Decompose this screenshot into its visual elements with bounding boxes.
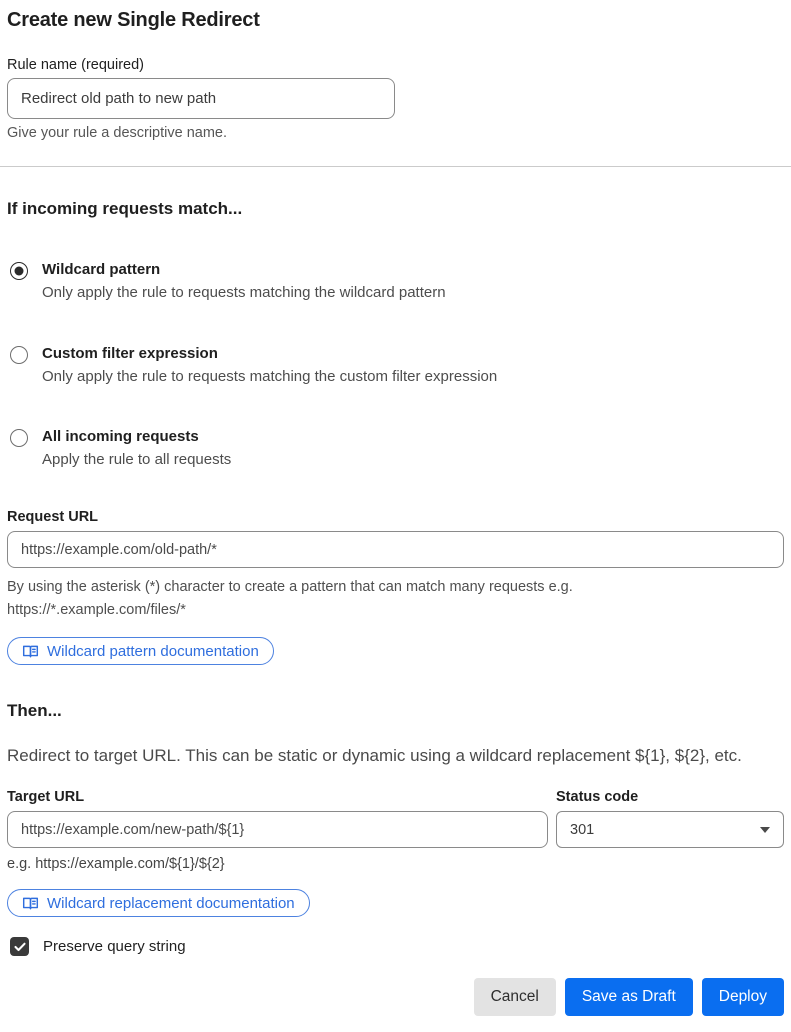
- book-icon: [22, 644, 39, 659]
- preserve-query-row[interactable]: [7, 937, 784, 956]
- wildcard-pattern-docs-label: Wildcard pattern documentation: [47, 642, 259, 660]
- chevron-down-icon: [760, 827, 770, 833]
- radio-option-custom-filter[interactable]: [7, 344, 784, 387]
- request-url-input[interactable]: [7, 531, 784, 568]
- status-code-select[interactable]: [556, 811, 784, 848]
- check-icon: [14, 942, 26, 952]
- radio-custom-filter-label: Custom filter expression: [42, 345, 218, 362]
- radio-option-wildcard-pattern[interactable]: [7, 260, 784, 303]
- then-section-description: Redirect to target URL. This can be static or dynamic using a wildcard replacement ${1}, ${2}, etc.: [7, 746, 742, 765]
- target-url-label: Target URL: [7, 789, 85, 805]
- target-url-help: e.g. https://example.com/${1}/${2}: [7, 856, 225, 872]
- radio-all-requests-label: All incoming requests: [42, 428, 199, 445]
- radio-custom-filter-desc: Only apply the rule to requests matching the custom filter expression: [42, 368, 498, 385]
- preserve-query-checkbox[interactable]: [10, 937, 29, 956]
- wildcard-replacement-docs-label: Wildcard replacement documentation: [47, 894, 295, 912]
- radio-wildcard-pattern-label: Wildcard pattern: [42, 261, 161, 278]
- request-url-label: Request URL: [7, 509, 99, 525]
- status-code-label: Status code: [556, 789, 639, 805]
- radio-wildcard-pattern-desc: Only apply the rule to requests matching the wildcard pattern: [42, 284, 446, 301]
- match-section-heading: If incoming requests match...: [7, 199, 243, 218]
- rule-name-label: Rule name (required): [7, 57, 145, 73]
- form-actions: [7, 978, 784, 1016]
- target-url-input[interactable]: [7, 811, 548, 848]
- radio-custom-filter[interactable]: [10, 346, 28, 364]
- status-code-value: 301: [570, 821, 595, 838]
- radio-option-all-requests[interactable]: [7, 427, 784, 470]
- preserve-query-label: Preserve query string: [43, 938, 186, 955]
- wildcard-replacement-docs-button[interactable]: [7, 889, 310, 917]
- radio-wildcard-pattern[interactable]: [10, 262, 28, 280]
- deploy-button[interactable]: Deploy: [702, 978, 784, 1016]
- rule-name-input[interactable]: [7, 78, 395, 119]
- page-title: Create new Single Redirect: [7, 9, 260, 31]
- rule-name-help: Give your rule a descriptive name.: [7, 125, 228, 141]
- book-icon: [22, 896, 39, 911]
- request-url-help: By using the asterisk (*) character to create a pattern that can match many requests e.g. https://*.example.com/files/*: [7, 579, 573, 618]
- radio-all-requests[interactable]: [10, 429, 28, 447]
- radio-all-requests-desc: Apply the rule to all requests: [42, 451, 232, 468]
- cancel-button[interactable]: Cancel: [474, 978, 556, 1016]
- save-as-draft-button[interactable]: Save as Draft: [565, 978, 693, 1016]
- section-divider: [0, 166, 791, 167]
- then-section-heading: Then...: [7, 701, 62, 720]
- wildcard-pattern-docs-button[interactable]: [7, 637, 274, 665]
